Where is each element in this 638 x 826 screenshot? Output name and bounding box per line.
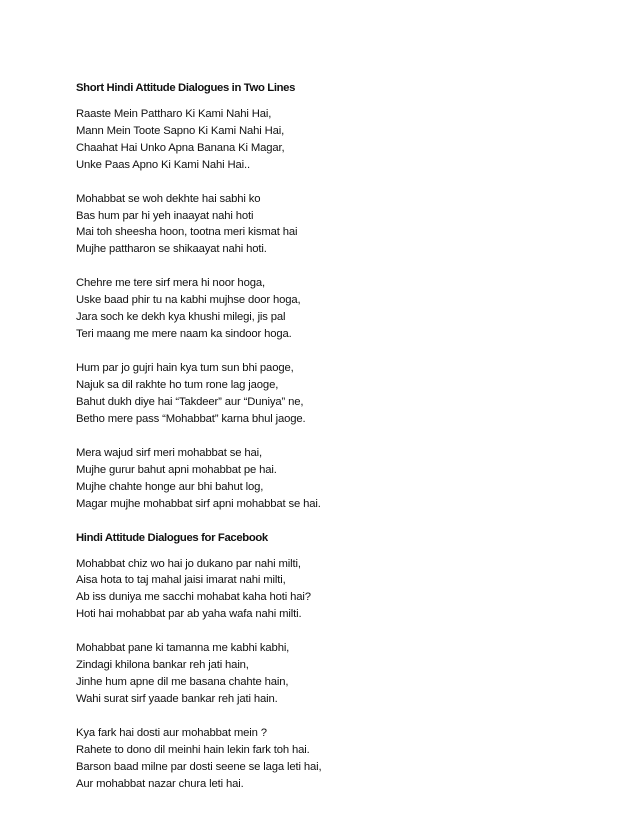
stanza-2 xyxy=(76,191,576,259)
text-line: Bas hum par hi yeh inaayat nahi hoti xyxy=(76,209,254,222)
stanza-6 xyxy=(76,556,576,624)
stanza-4 xyxy=(76,360,576,428)
text-line: Mohabbat chiz wo hai jo dukano par nahi milti, xyxy=(76,557,301,570)
text-line: Unke Paas Apno Ki Kami Nahi Hai.. xyxy=(76,158,251,171)
text-line: Mohabbat se woh dekhte hai sabhi ko xyxy=(76,192,261,205)
section-heading: Hindi Attitude Dialogues for Facebook xyxy=(76,531,268,544)
stanza-5 xyxy=(76,445,576,513)
text-line: Mohabbat pane ki tamanna me kabhi kabhi, xyxy=(76,642,290,655)
text-line: Mujhe chahte honge aur bhi bahut log, xyxy=(76,480,264,493)
text-line: Mai toh sheesha hoon, tootna meri kismat hai xyxy=(76,226,298,239)
text-line: Jara soch ke dekh kya khushi milegi, jis pal xyxy=(76,311,286,324)
text-line: Chaahat Hai Unko Apna Banana Ki Magar, xyxy=(76,141,285,154)
text-line: Mujhe pattharon se shikaayat nahi hoti. xyxy=(76,243,267,256)
stanza-7 xyxy=(76,640,576,708)
section-facebook xyxy=(76,530,576,793)
text-line: Betho mere pass “Mohabbat” karna bhul jaoge. xyxy=(76,412,306,425)
text-line: Uske baad phir tu na kabhi mujhse door hoga, xyxy=(76,294,301,307)
stanza-8 xyxy=(76,725,576,793)
text-line: Barson baad milne par dosti seene se laga leti hai, xyxy=(76,760,322,773)
section-heading: Short Hindi Attitude Dialogues in Two Lines xyxy=(76,82,296,94)
text-line: Ab iss duniya me sacchi mohabat kaha hoti hai? xyxy=(76,591,311,604)
text-line: Hoti hai mohabbat par ab yaha wafa nahi milti. xyxy=(76,608,302,621)
stanza-3 xyxy=(76,275,576,343)
text-line: Mann Mein Toote Sapno Ki Kami Nahi Hai, xyxy=(76,124,285,137)
document-page xyxy=(76,80,576,793)
text-line: Wahi surat sirf yaade bankar reh jati hain. xyxy=(76,692,278,705)
text-line: Aur mohabbat nazar chura leti hai. xyxy=(76,777,244,790)
text-line: Jinhe hum apne dil me basana chahte hain, xyxy=(76,676,289,689)
text-line: Mujhe gurur bahut apni mohabbat pe hai. xyxy=(76,463,277,476)
text-line: Najuk sa dil rakhte ho tum rone lag jaoge, xyxy=(76,379,279,392)
text-line: Raaste Mein Pattharo Ki Kami Nahi Hai, xyxy=(76,107,272,120)
text-line: Kya fark hai dosti aur mohabbat mein ? xyxy=(76,727,267,740)
text-line: Hum par jo gujri hain kya tum sun bhi paoge, xyxy=(76,362,294,375)
text-line: Chehre me tere sirf mera hi noor hoga, xyxy=(76,277,265,290)
text-line: Mera wajud sirf meri mohabbat se hai, xyxy=(76,446,262,459)
text-line: Zindagi khilona bankar reh jati hain, xyxy=(76,659,249,672)
text-line: Aisa hota to taj mahal jaisi imarat nahi milti, xyxy=(76,574,286,587)
stanza-1 xyxy=(76,106,576,174)
text-line: Teri maang me mere naam ka sindoor hoga. xyxy=(76,328,292,341)
text-line: Magar mujhe mohabbat sirf apni mohabbat se hai. xyxy=(76,497,321,510)
section-two-lines xyxy=(76,80,576,530)
text-line: Rahete to dono dil meinhi hain lekin fark toh hai. xyxy=(76,743,310,756)
text-line: Bahut dukh diye hai “Takdeer” aur “Duniya” ne, xyxy=(76,395,304,408)
